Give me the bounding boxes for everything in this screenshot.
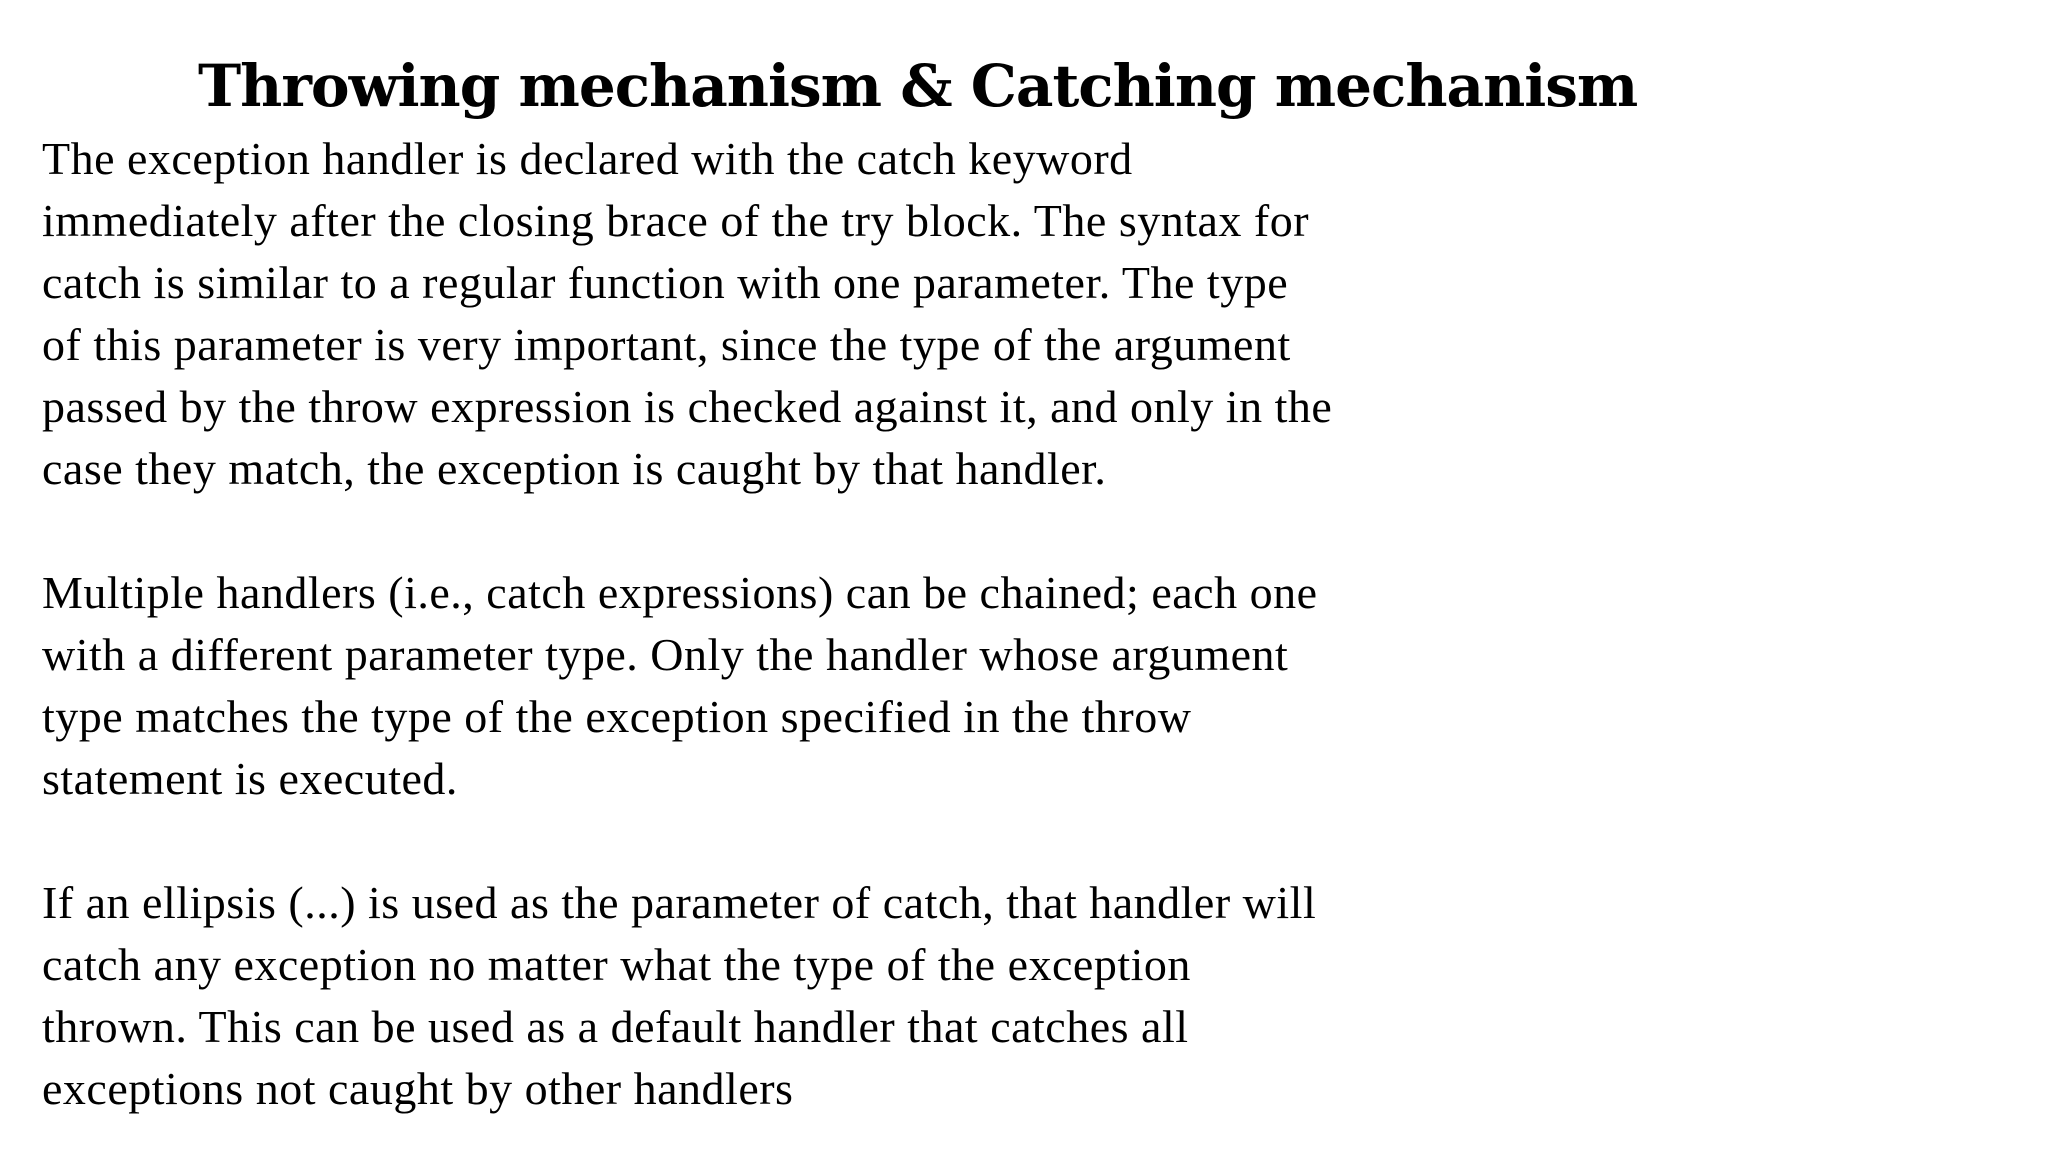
- slide-title: Throwing mechanism & Catching mechanism: [198, 52, 1638, 120]
- paragraph-ellipsis-handler: [42, 872, 1602, 1120]
- text-line: Multiple handlers (i.e., catch expressions) can be chained; each one: [42, 567, 1318, 618]
- text-line: statement is executed.: [42, 753, 458, 804]
- text-line: If an ellipsis (...) is used as the parameter of catch, that handler will: [42, 877, 1317, 928]
- paragraph-spacer: [42, 810, 1602, 872]
- text-line: thrown. This can be used as a default handler that catches all: [42, 1001, 1189, 1052]
- paragraph-spacer: [42, 500, 1602, 562]
- text-line: catch is similar to a regular function with one parameter. The type: [42, 257, 1289, 308]
- text-line: exceptions not caught by other handlers: [42, 1063, 794, 1114]
- text-line: type matches the type of the exception specified in the throw: [42, 691, 1192, 742]
- text-line: immediately after the closing brace of the try block. The syntax for: [42, 195, 1310, 246]
- text-line: The exception handler is declared with the catch keyword: [42, 133, 1133, 184]
- paragraph-exception-handler: [42, 128, 1602, 500]
- text-line: case they match, the exception is caught by that handler.: [42, 443, 1107, 494]
- paragraph-multiple-handlers: [42, 562, 1602, 810]
- text-line: of this parameter is very important, since the type of the argument: [42, 319, 1291, 370]
- slide-body: [42, 128, 1602, 1120]
- text-line: passed by the throw expression is checked against it, and only in the: [42, 381, 1333, 432]
- text-line: catch any exception no matter what the type of the exception: [42, 939, 1191, 990]
- text-line: with a different parameter type. Only the handler whose argument: [42, 629, 1289, 680]
